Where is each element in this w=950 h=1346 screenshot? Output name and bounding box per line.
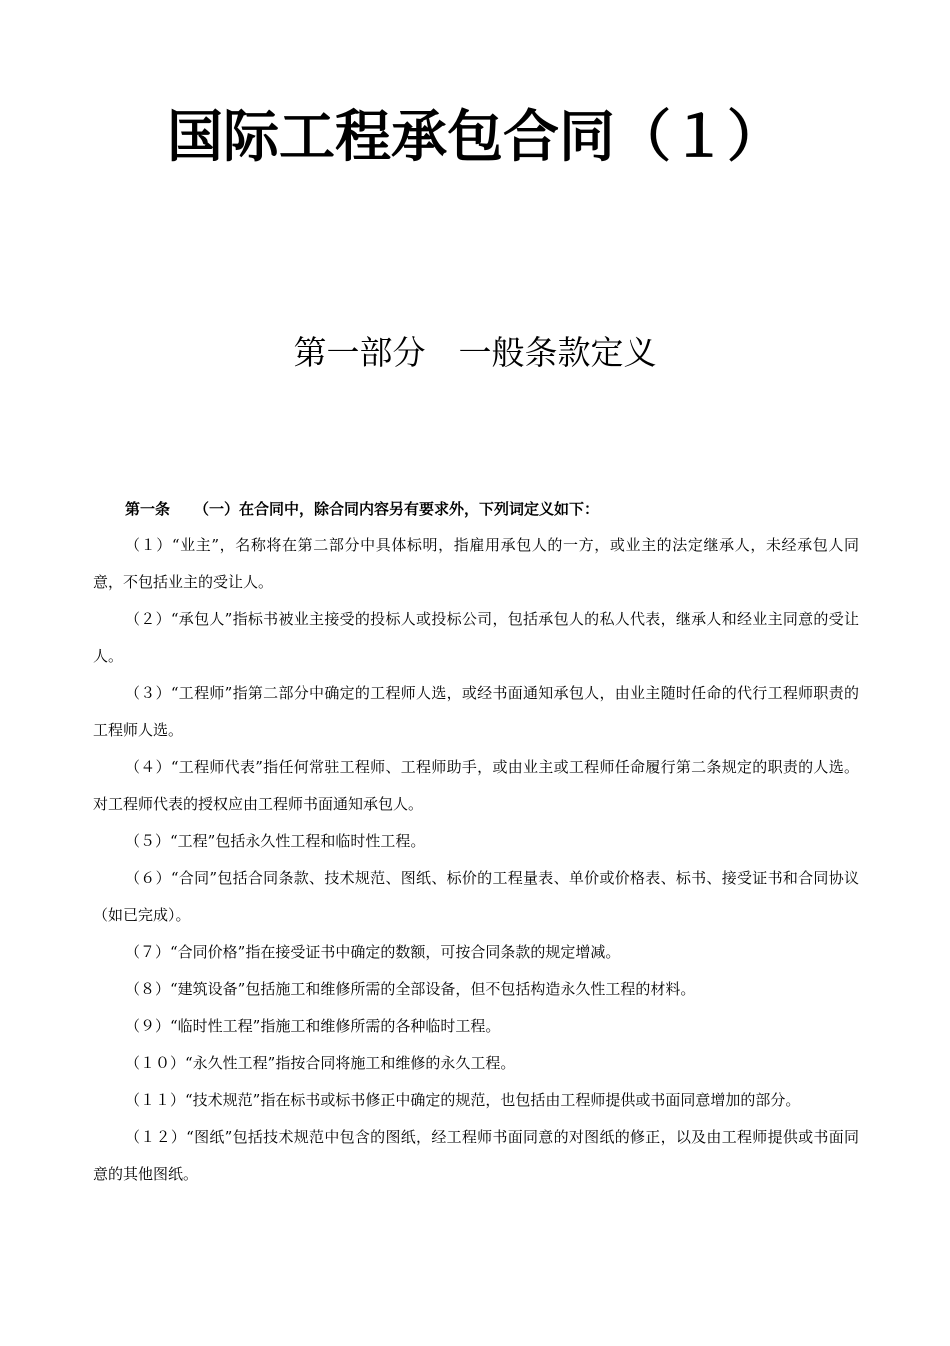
article-intro: （一）在合同中，除合同内容另有要求外，下列词定义如下：: [194, 500, 600, 518]
definition-paragraph: （２）“承包人”指标书被业主接受的投标人或投标公司，包括承包人的私人代表，继承人和经业主同意的受让人。: [93, 610, 859, 665]
article-number: 第一条: [125, 500, 171, 518]
definition-paragraph: （５）“工程”包括永久性工程和临时性工程。: [125, 832, 426, 850]
document-body: [93, 495, 859, 1193]
document-title: 国际工程承包合同（１）: [167, 105, 783, 170]
definition-paragraph: （８）“建筑设备”包括施工和维修所需的全部设备，但不包括构造永久性工程的材料。: [125, 980, 696, 998]
definition-paragraph: （７）“合同价格”指在接受证书中确定的数额，可按合同条款的规定增减。: [125, 943, 621, 961]
definition-paragraph: （１）“业主”，名称将在第二部分中具体标明，指雇用承包人的一方，或业主的法定继承人，未经承包人同意，不包括业主的受让人。: [93, 536, 859, 591]
definition-paragraph: （１２）“图纸”包括技术规范中包含的图纸，经工程师书面同意的对图纸的修正，以及由工程师提供或书面同意的其他图纸。: [93, 1128, 859, 1183]
definition-paragraph: （３）“工程师”指第二部分中确定的工程师人选，或经书面通知承包人，由业主随时任命的代行工程师职责的工程师人选。: [93, 684, 859, 739]
definition-paragraph: （６）“合同”包括合同条款、技术规范、图纸、标价的工程量表、单价或价格表、标书、接受证书和合同协议（如已完成）。: [93, 869, 859, 924]
definition-paragraph: （４）“工程师代表”指任何常驻工程师、工程师助手，或由业主或工程师任命履行第二条规定的职责的人选。对工程师代表的授权应由工程师书面通知承包人。: [93, 758, 859, 813]
definition-paragraph: （１０）“永久性工程”指按合同将施工和维修的永久工程。: [125, 1054, 516, 1072]
definition-paragraph: （１１）“技术规范”指在标书或标书修正中确定的规范，也包括由工程师提供或书面同意增加的部分。: [125, 1091, 801, 1109]
part-heading: 第一部分 一般条款定义: [293, 333, 657, 372]
article-heading: [125, 495, 859, 523]
definition-paragraph: （９）“临时性工程”指施工和维修所需的各种临时工程。: [125, 1017, 501, 1035]
